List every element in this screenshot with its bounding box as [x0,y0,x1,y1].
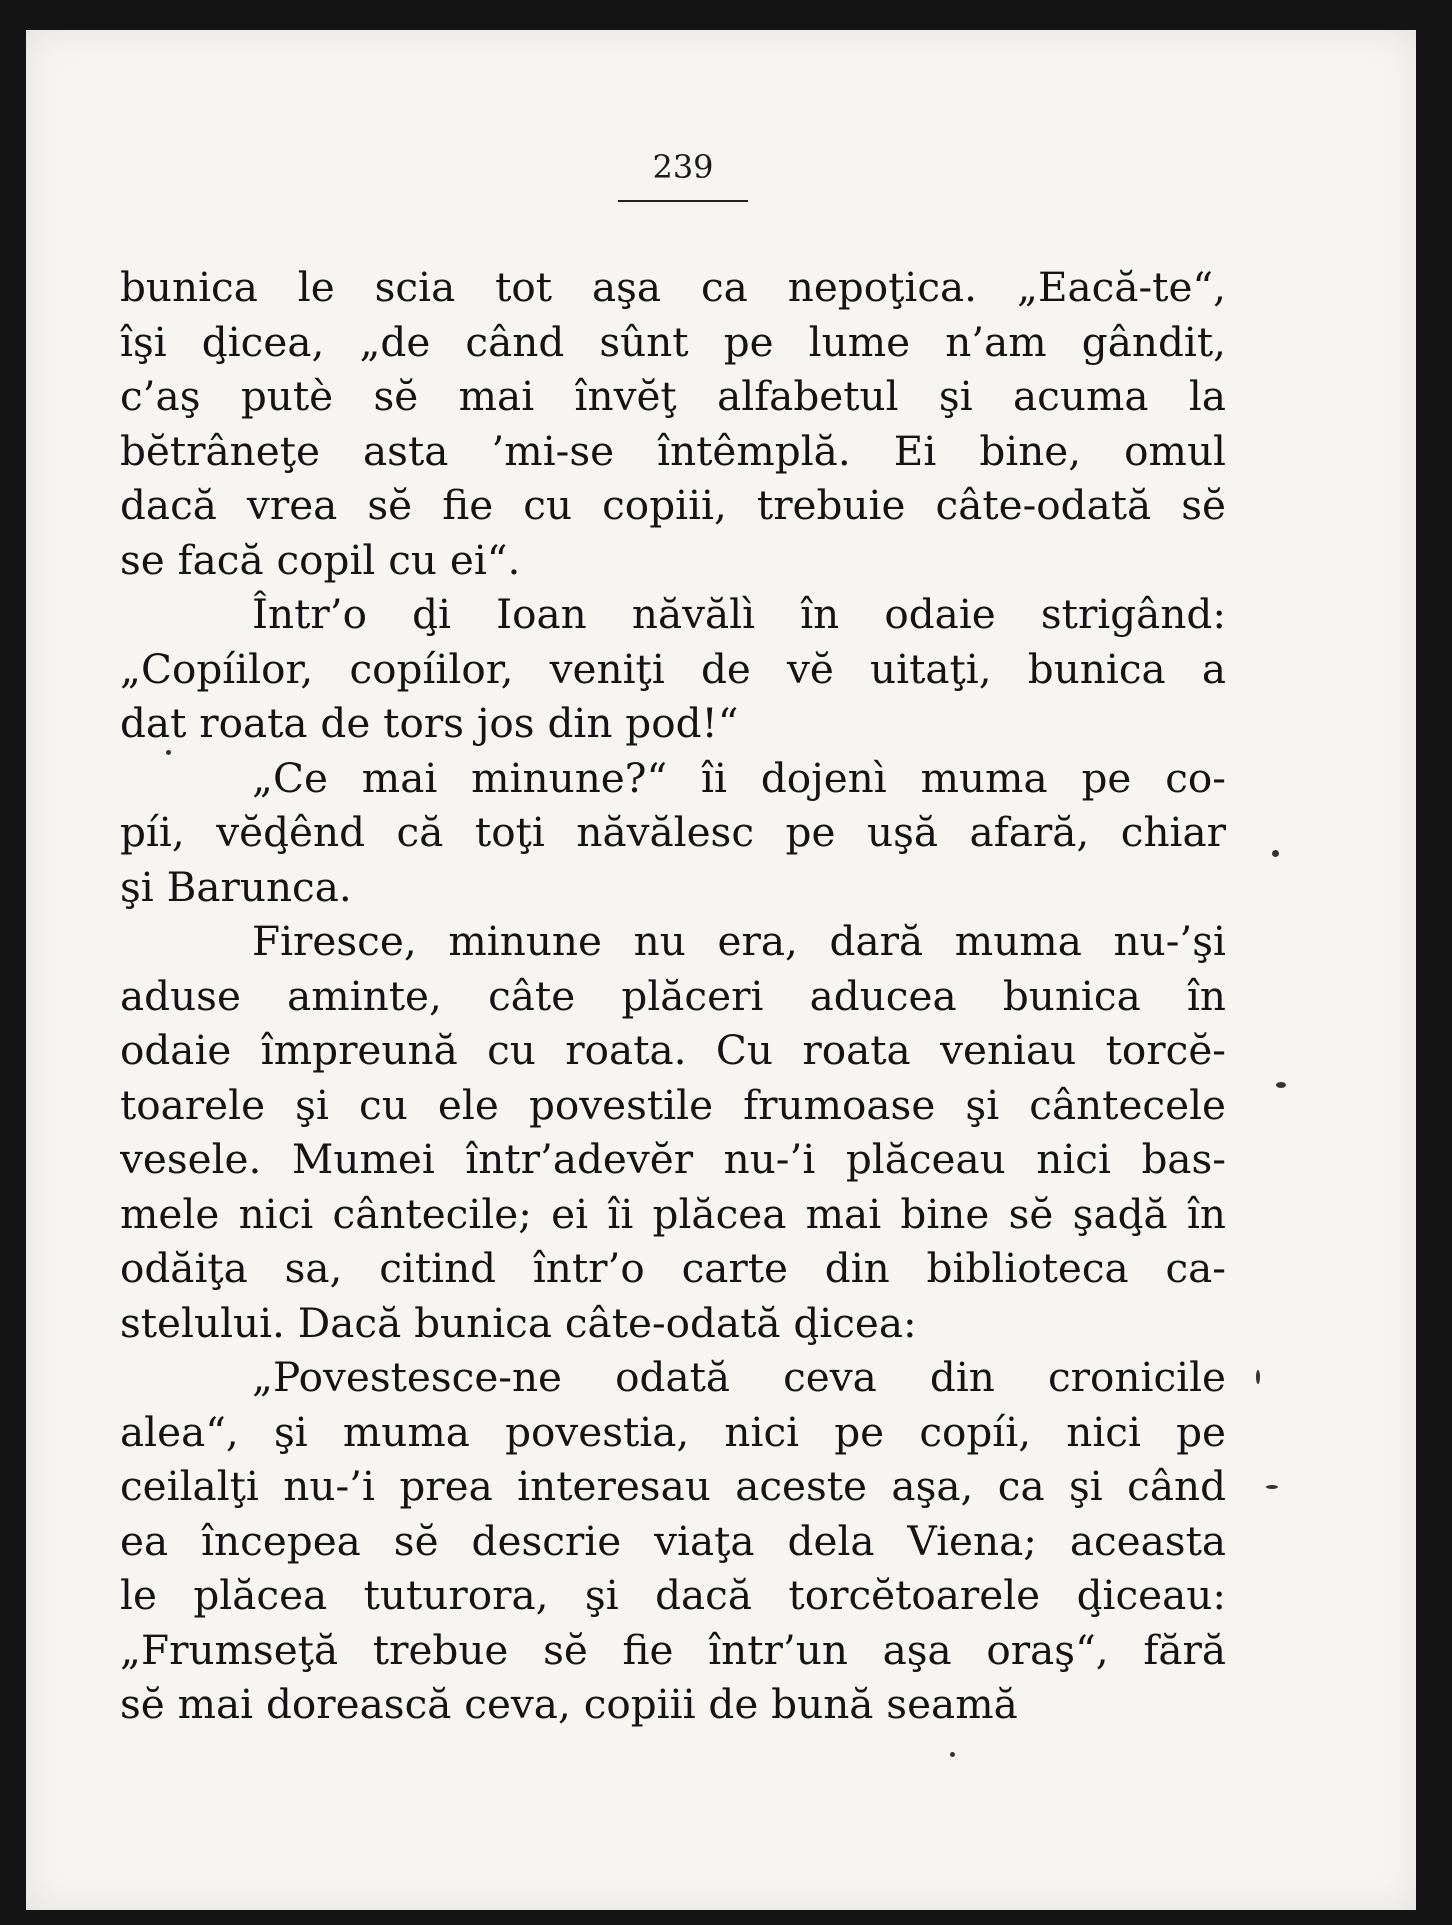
text-line: píi, vĕḑênd că toţi năvălesc pe uşă afară, chiar [120,808,1226,856]
scan-speck [1276,1082,1286,1088]
text-line: îşi ḑicea, „de când sûnt pe lume n’am gândit, [120,317,1226,366]
text-line: mele nici cântecile; ei îi plăcea mai bine sĕ şaḑă în [120,1189,1226,1238]
text-line: se facă copil cu ei“. [120,535,521,584]
text-line: odăiţa sa, citind într’o carte din biblioteca ca- [120,1244,1226,1292]
text-line: „Frumseţă trebue sĕ fie într’un aşa oraş“, fără [120,1625,1226,1674]
text-line: le plăcea tuturora, şi dacă torcĕtoarele ḑiceau: [120,1571,1226,1619]
text-line: toarele şi cu ele povestile frumoase şi cântecele [120,1080,1226,1129]
text-line: „Povestesce-ne odată ceva din cronicile [252,1353,1226,1401]
text-line: stelului. Dacă bunica câte-odată ḑicea: [120,1298,917,1347]
text-line: Firesce, minune nu era, dară muma nu-’şi [252,917,1226,965]
text-line: odaie împreună cu roata. Cu roata veniau torcĕ- [120,1026,1226,1074]
page-number-rule [618,200,748,202]
text-line: Într’o ḑi Ioan năvălì în odaie strigând: [252,590,1226,638]
scan-speck [166,750,171,755]
book-page [26,30,1416,1910]
text-line: sĕ mai dorească ceva, copiii de bună seamă [120,1680,1018,1728]
scan-speck [950,1752,955,1757]
text-line: vesele. Mumei într’adevĕr nu-’i plăceau nici bas- [120,1135,1226,1183]
text-line: dat roata de tors jos din pod!“ [120,699,739,747]
text-line: „Ce mai minune?“ îi dojenì muma pe co- [252,753,1226,802]
scan-speck [1272,850,1279,857]
text-line: şi Barunca. [120,862,352,911]
text-line: bĕtrâneţe asta ’mi-se întêmplă. Ei bine, omul [120,426,1226,475]
text-line: ceilalţi nu-’i prea interesau aceste aşa, ca şi când [120,1462,1226,1510]
text-line: dacă vrea sĕ fie cu copiii, trebuie câte-odată sĕ [120,481,1226,529]
text-line: c’aş putè sĕ mai învĕţ alfabetul şi acuma la [120,372,1226,420]
text-line: „Copíilor, copíilor, veniţi de vĕ uitaţi, bunica a [120,644,1226,693]
text-line: alea“, şi muma povestia, nici pe copíi, nici pe [120,1407,1226,1456]
scan-speck [1266,1485,1278,1489]
text-line: ea începea sĕ descrie viaţa dela Viena; aceasta [120,1516,1226,1565]
text-line: bunica le scia tot aşa ca nepoţica. „Eacă-te“, [120,263,1226,311]
page-number: 239 [652,148,714,186]
body-text [120,260,1226,1732]
scan-speck [1256,1370,1260,1384]
text-line: aduse aminte, câte plăceri aducea bunica în [120,971,1226,1020]
